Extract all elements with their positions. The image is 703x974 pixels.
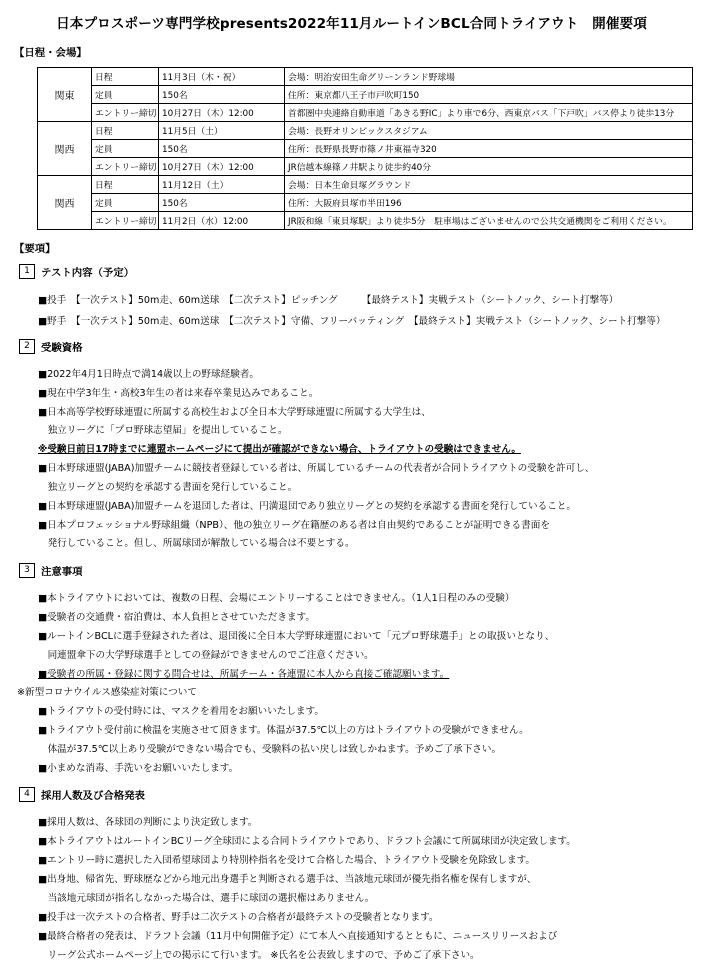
list-item: ■受験者の交通費・宿泊費は、本人負担とさせていただきます。 — [38, 612, 315, 623]
row-info: 会場：長野オリンピックスタジアム — [285, 122, 693, 140]
row-info: JR阪和線「東貝塚駅」より徒歩5分 駐車場はございませんので公共交通機関をご利用ください。 — [285, 212, 693, 230]
section-number: 4 — [19, 787, 35, 802]
list-item: ■現在中学3年生・高校3年生の者は来春卒業見込みであること。 — [38, 388, 319, 399]
row-value: 150名 — [159, 194, 285, 212]
row-value: 11月12日（土） — [159, 176, 285, 194]
section-header — [19, 264, 134, 278]
row-info: 会場：明治安田生命グリーンランド野球場 — [285, 68, 693, 86]
section-title: 受験資格 — [41, 341, 83, 354]
row-label: 定員 — [92, 86, 159, 104]
table-row — [38, 68, 693, 86]
section-header — [19, 339, 83, 353]
row-info: 首都圏中央連絡自動車道「あきる野IC」より車で6分、西東京バス「下戸吹」バス停より徒歩13分 — [285, 104, 693, 122]
page-title: 日本プロスポーツ専門学校presents2022年11月ルートインBCL合同トライアウト 開催要項 — [56, 16, 647, 32]
row-value: 11月2日（水）12:00 — [159, 212, 285, 230]
list-item: ■本トライアウトにおいては、複数の日程、会場にエントリーすることはできません。（1人1日程のみの受験） — [38, 593, 515, 604]
list-item: ■日本野球連盟(JABA)加盟チームに競技者登録している者は、所属しているチームの代表者が合同トライアウトの受験を許可し、 — [38, 463, 595, 474]
covid-heading: ※新型コロナウイルス感染症対策について — [17, 687, 197, 698]
list-item: 体温が37.5℃以上あり受験ができない場合でも、受験料の払い戻しは致しかねます。予めご了承下さい。 — [38, 744, 502, 755]
list-item: ■日本プロフェッショナル野球組織（NPB）、他の独立リーグ在籍歴のある者は自由契約であることが証明できる書面を — [38, 520, 550, 531]
list-item: ■小まめな消毒、手洗いをお願いいたします。 — [38, 763, 239, 774]
section-title: 採用人数及び合格発表 — [41, 789, 145, 802]
table-row — [38, 122, 693, 140]
row-value: 10月27日（木）12:00 — [159, 158, 285, 176]
list-item: 独立リーグに「プロ野球志望届」を提出していること。 — [38, 425, 288, 436]
list-item: ■受験者の所属・登録に関する問合せは、所属チーム・各連盟に本人から直接ご確認願います。 — [38, 669, 450, 680]
region-cell: 関東 — [38, 68, 92, 122]
section-title: テスト内容（予定） — [41, 266, 135, 279]
table-row — [38, 140, 693, 158]
row-value: 150名 — [159, 86, 285, 104]
row-label: 日程 — [92, 176, 159, 194]
row-label: 日程 — [92, 122, 159, 140]
list-item: ■トライアウト受付前に検温を実施させて頂きます。体温が37.5℃以上の方はトライアウトの受験ができません。 — [38, 725, 529, 736]
region-cell: 関西 — [38, 122, 92, 176]
warning-note: ※受験日前日17時までに連盟ホームページにて提出が確認ができない場合、トライアウトの受験はできません。 — [38, 444, 521, 455]
list-item: 当該地元球団が指名しなかった場合は、選手に球団の選択権はありません。 — [38, 893, 375, 904]
region-cell: 関西 — [38, 176, 92, 230]
row-info: 会場：日本生命貝塚グラウンド — [285, 176, 693, 194]
list-item: ■採用人数は、各球団の判断により決定致します。 — [38, 817, 258, 828]
section-number: 2 — [19, 339, 35, 354]
schedule-heading: 【日程・会場】 — [14, 47, 87, 59]
row-value: 11月3日（木・祝） — [159, 68, 285, 86]
row-label: エントリー締切 — [92, 158, 159, 176]
row-info: 住所：長野県長野市篠ノ井東福寺320 — [285, 140, 693, 158]
row-info: 住所：大阪府貝塚市半田196 — [285, 194, 693, 212]
list-item: ■トライアウトの受付時には、マスクを着用をお願いいたします。 — [38, 706, 324, 717]
row-value: 150名 — [159, 140, 285, 158]
row-label: 日程 — [92, 68, 159, 86]
table-row — [38, 104, 693, 122]
list-item: リーグ公式ホームページ上での掲示にて行います。 ※氏名を公表致しますので、予めご了承下さい。 — [38, 950, 480, 961]
section-header — [19, 563, 83, 577]
schedule-table — [37, 67, 693, 230]
list-item: 同連盟傘下の大学野球選手としての登録ができませんのでご注意ください。 — [38, 650, 374, 661]
table-row — [38, 86, 693, 104]
row-label: エントリー締切 — [92, 104, 159, 122]
requirements-heading: 【要項】 — [14, 243, 56, 255]
list-item: ■日本高等学校野球連盟に所属する高校生および全日本大学野球連盟に所属する大学生は、 — [38, 407, 431, 418]
section-header — [19, 787, 145, 801]
list-item: ■ルートインBCLに選手登録された者は、退団後に全日本大学野球連盟において「元プロ野球選手」との取扱いとなり、 — [38, 631, 555, 642]
list-item: ■日本野球連盟(JABA)加盟チームを退団した者は、円満退団であり独立リーグとの契約を承認する書面を発行していること。 — [38, 501, 576, 512]
list-item: ■本トライアウトはルートインBCリーグ全球団による合同トライアウトであり、ドラフト会議にて所属球団が決定致します。 — [38, 836, 576, 847]
section-number: 3 — [19, 563, 35, 578]
list-item: ■投手 【一次テスト】50m走、60m送球 【二次テスト】ピッチング 【最終テスト】実戦テスト（シートノック、シート打撃等） — [38, 295, 619, 306]
section-title: 注意事項 — [41, 565, 83, 578]
row-label: エントリー締切 — [92, 212, 159, 230]
section-number: 1 — [19, 264, 35, 279]
list-item: ■投手は一次テストの合格者、野手は二次テストの合格者が最終テストの受験者となります。 — [38, 912, 439, 923]
row-info: JR信越本線篠ノ井駅より徒歩約40分 — [285, 158, 693, 176]
list-item: ■出身地、帰省先、野球歴などから地元出身選手と判断される選手は、当該地元球団が優先指名権を保有しますが、 — [38, 874, 537, 885]
row-value: 10月27日（木）12:00 — [159, 104, 285, 122]
list-item: 独立リーグとの契約を承認する書面を発行していること。 — [38, 482, 298, 493]
list-item: ■最終合格者の発表は、ドラフト会議（11月中旬開催予定）にて本人へ直接通知するとともに、ニュースリリースおよび — [38, 931, 558, 942]
list-item: ■野手 【一次テスト】50m走、60m送球 【二次テスト】守備、フリーバッティング 【最終テスト】実戦テスト（シートノック、シート打撃等） — [38, 316, 666, 327]
table-row — [38, 194, 693, 212]
list-item: ■エントリー時に選択した入団希望球団より特別枠指名を受けて合格した場合、トライアウト受験を免除致します。 — [38, 855, 536, 866]
row-label: 定員 — [92, 140, 159, 158]
list-item: ■2022年4月1日時点で満14歳以上の野球経験者。 — [38, 369, 259, 380]
row-value: 11月5日（土） — [159, 122, 285, 140]
table-row — [38, 176, 693, 194]
table-row — [38, 158, 693, 176]
row-info: 住所：東京都八王子市戸吹町150 — [285, 86, 693, 104]
row-label: 定員 — [92, 194, 159, 212]
table-row — [38, 212, 693, 230]
list-item: 発行していること。但し、所属球団が解散している場合は不要とする。 — [38, 538, 355, 549]
